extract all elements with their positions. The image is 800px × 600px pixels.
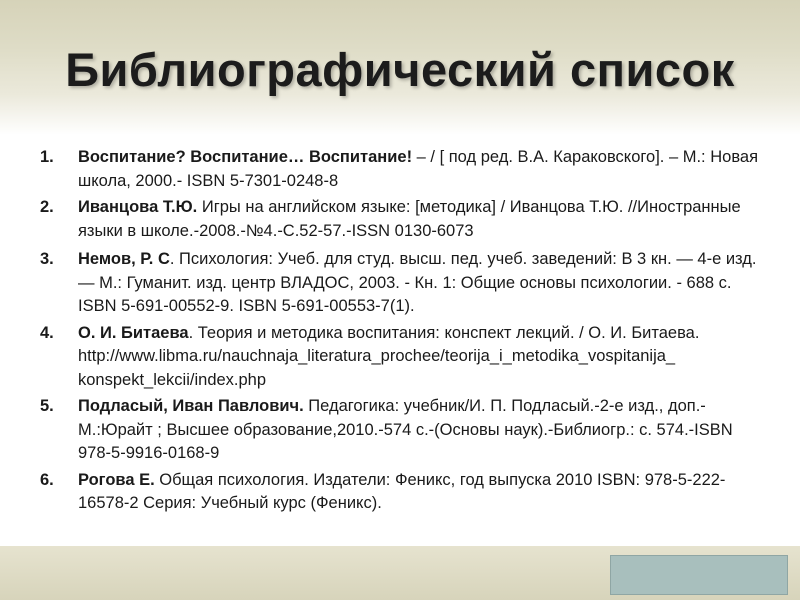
item-details: Игры на английском языке: [методика] / Иванцова Т.Ю. //Иностранные языки в школе.-2008.-№4.-С.52-57.-ISSN 0130-6073 bbox=[78, 198, 741, 240]
item-number: 2. bbox=[40, 198, 54, 216]
item-number: 5. bbox=[40, 397, 54, 415]
item-author: Иванцова Т.Ю. bbox=[78, 198, 198, 216]
bibliography-item bbox=[40, 322, 770, 393]
item-number: 4. bbox=[40, 323, 54, 342]
item-details: Педагогика: учебник/И. П. Подласый.-2-е изд., доп.-М.:Юрайт ; Высшее образование,2010.-574 с.-(Основы наук).-Библиогр.: с. 574.-ISBN 978-5-9916-0168-9 bbox=[78, 397, 733, 462]
bibliography-item bbox=[40, 248, 770, 319]
bibliography-item bbox=[40, 196, 770, 243]
page-title: Библиографический список bbox=[65, 43, 735, 96]
item-author: Воспитание? Воспитание… Воспитание! bbox=[78, 148, 413, 166]
item-details: . Теория и методика воспитания: конспект лекций. / О. И. Битаева. http://www.libma.ru/nauchnaja_literatura_prochee/teorija_i_metodika_vospitanija_ konspekt_lekcii/index.php bbox=[78, 323, 700, 389]
item-number: 1. bbox=[40, 148, 54, 166]
item-author: Немов, Р. С bbox=[78, 250, 170, 268]
item-number: 6. bbox=[40, 470, 54, 489]
item-number: 3. bbox=[40, 250, 54, 268]
item-details: Общая психология. Издатели: Феникс, год выпуска 2010 ISBN: 978-5-222-16578-2 Серия: Учебный курс (Феникс). bbox=[78, 470, 726, 512]
bibliography-item bbox=[40, 469, 770, 516]
navigation-box bbox=[610, 555, 788, 595]
bibliography-item bbox=[40, 146, 770, 193]
item-details: . Психология: Учеб. для студ. высш. пед. учеб. заведений: В 3 кн. — 4-е изд. — М.: Гуманит. изд. центр ВЛАДОС, 2003. - Кн. 1: Общие основы психологии. - 688 с. ISBN 5-691-00552-9. ISBN 5-691-00553-7(1). bbox=[78, 250, 757, 315]
bibliography-item bbox=[40, 395, 770, 466]
item-author: Подласый, Иван Павлович. bbox=[78, 397, 304, 415]
bibliography-list bbox=[40, 146, 770, 519]
item-author: Рогова Е. bbox=[78, 470, 155, 489]
item-author: О. И. Битаева bbox=[78, 323, 189, 342]
item-details: – / [ под ред. В.А. Караковского]. – М.: Новая школа, 2000.- ISBN 5-7301-0248-8 bbox=[78, 148, 759, 190]
